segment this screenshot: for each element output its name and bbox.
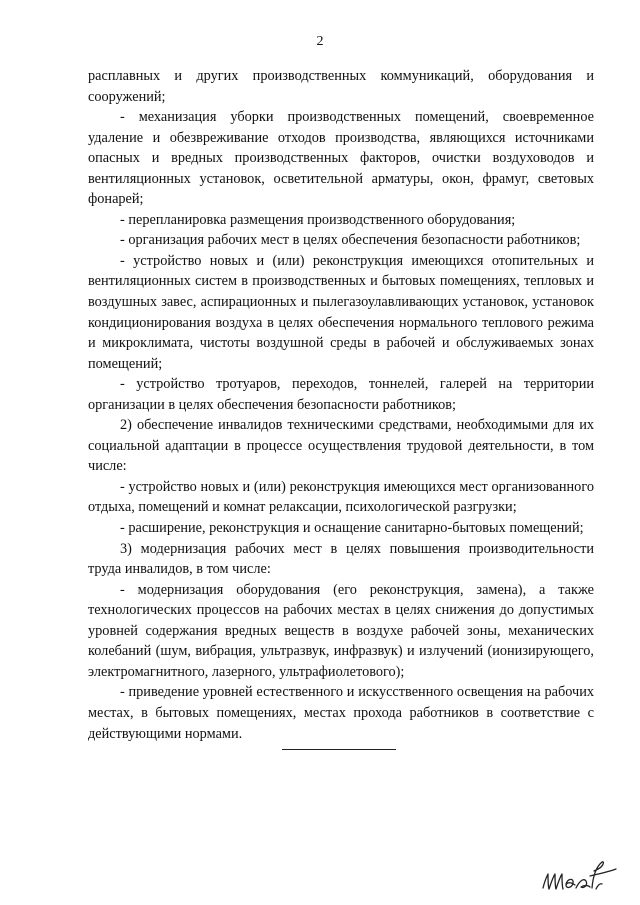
paragraph: - устройство новых и (или) реконструкция имеющихся мест организованного отдыха, помещений и комнат релаксации, психологической разгрузки;	[88, 478, 594, 516]
paragraph: - организация рабочих мест в целях обеспечения безопасности работников;	[120, 232, 581, 249]
paragraph: 2) обеспечение инвалидов техническими средствами, необходимыми для их социальной адаптации в процессе осуществления трудовой деятельности, в том числе:	[88, 417, 594, 475]
paragraph: расплавных и других производственных коммуникаций, оборудования и сооружений;	[88, 68, 594, 105]
paragraph: - расширение, реконструкция и оснащение санитарно-бытовых помещений;	[120, 520, 584, 537]
paragraph: - перепланировка размещения производственного оборудования;	[120, 211, 516, 228]
paragraph: - модернизация оборудования (его реконструкция, замена), а также технологических процессов на рабочих местах в целях снижения до допустимых уровней содержания вредных веществ в воздухе рабочей зоны, механических колебаний (шум, вибрация, ультразвук, инфразвук) и излучений (ионизирующего, электромагнитного, лазерного, ультрафиолетового);	[88, 581, 594, 680]
closing-divider	[282, 749, 396, 750]
paragraph: - устройство новых и (или) реконструкция имеющихся отопительных и вентиляционных систем в производственных и бытовых помещениях, тепловых и воздушных завес, аспирационных и пылегазоулавливающих установок, установок кондиционирования воздуха в целях обеспечения нормального теплового режима и микроклимата, чистоты воздушной среды в рабочей и обслуживаемых зонах помещений;	[88, 252, 594, 372]
paragraph: - механизация уборки производственных помещений, своевременное удаление и обезвреживание отходов производства, являющихся источниками опасных и вредных производственных факторов, очистки воздуховодов и вентиляционных установок, осветительной арматуры, окон, фрамуг, световых фонарей;	[88, 109, 594, 208]
paragraph: - приведение уровней естественного и искусственного освещения на рабочих местах, в бытовых помещениях, местах прохода работников в соответствие с действующими нормами.	[88, 684, 594, 742]
page-number: 2	[316, 34, 324, 49]
handwritten-initials	[540, 858, 618, 898]
paragraph: - устройство тротуаров, переходов, тоннелей, галерей на территории организации в целях обеспечения безопасности работников;	[88, 376, 594, 413]
paragraph: 3) модернизация рабочих мест в целях повышения производительности труда инвалидов, в том числе:	[88, 540, 594, 578]
document-body	[88, 66, 594, 744]
